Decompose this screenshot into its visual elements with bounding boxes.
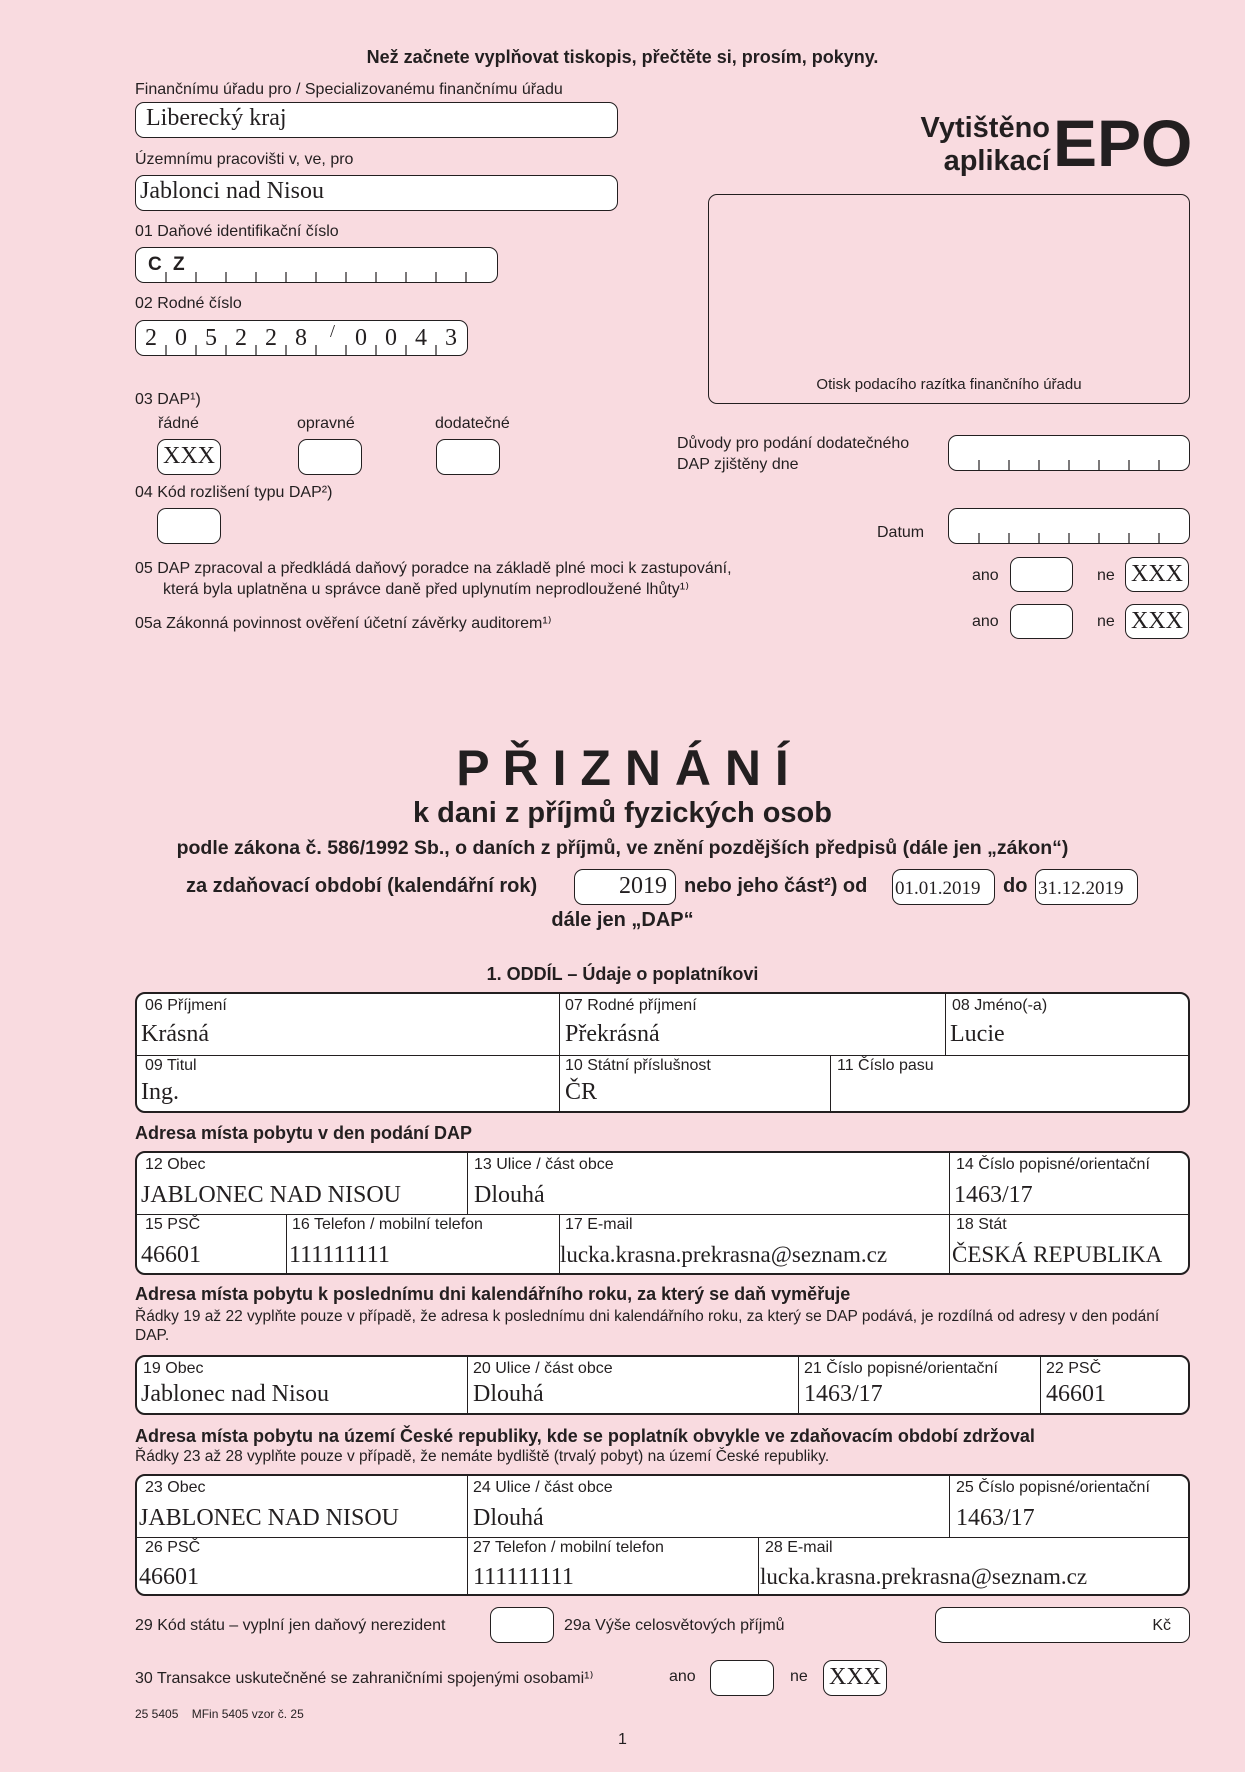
rc-digit: 0 xyxy=(175,325,187,351)
f25-label: 25 Číslo popisné/orientační xyxy=(956,1479,1150,1496)
page-number: 1 xyxy=(618,1731,627,1748)
sub-title: k dani z příjmů fyzických osob xyxy=(413,797,832,829)
addr1-street-field[interactable]: Dlouhá xyxy=(474,1182,545,1208)
f03-label: 03 DAP¹) xyxy=(135,391,201,408)
epo-line2: aplikací xyxy=(943,145,1050,177)
datum-field[interactable] xyxy=(948,508,1190,544)
dic-field[interactable] xyxy=(135,247,498,283)
addr3-city-field[interactable]: JABLONEC NAD NISOU xyxy=(139,1505,400,1531)
office-label: Finančnímu úřadu pro / Specializovanému finančnímu úřadu xyxy=(135,81,563,98)
addr1-email-field[interactable]: lucka.krasna.prekrasna@seznam.cz xyxy=(560,1242,888,1267)
addr2-zip-field[interactable]: 46601 xyxy=(1046,1381,1106,1407)
from-date-field[interactable] xyxy=(892,869,995,905)
f01-label: 01 Daňové identifikační číslo xyxy=(135,223,339,240)
f13-label: 13 Ulice / část obce xyxy=(474,1156,614,1173)
part-label: nebo jeho část²) od xyxy=(684,875,868,897)
title-field[interactable]: Ing. xyxy=(141,1079,179,1105)
dap-label: dále jen „DAP“ xyxy=(551,909,694,931)
f30-ne-label: ne xyxy=(790,1668,808,1685)
f05a-ano-label: ano xyxy=(972,613,999,630)
rc-digit: 4 xyxy=(415,325,427,351)
main-title: P Ř I Z N Á N Í xyxy=(456,740,789,796)
f04-field[interactable] xyxy=(157,508,221,544)
rc-digit: 3 xyxy=(445,325,457,351)
f08-label: 08 Jméno(-a) xyxy=(952,997,1048,1014)
to-label: do xyxy=(1003,875,1028,897)
birth-number-field[interactable] xyxy=(135,320,468,356)
from-date-value: 01.01.2019 xyxy=(895,878,981,899)
addr2-city-field[interactable]: Jablonec nad Nisou xyxy=(141,1381,329,1407)
addr1-table xyxy=(135,1151,1190,1275)
duvody-line1: Důvody pro podání dodatečného xyxy=(677,435,910,452)
addr2-street-field[interactable]: Dlouhá xyxy=(473,1381,544,1407)
surname-field[interactable]: Krásná xyxy=(141,1021,209,1047)
f26-label: 26 PSČ xyxy=(145,1539,201,1556)
f05-line1: 05 DAP zpracoval a předkládá daňový poradce na základě plné moci k zastupování, xyxy=(135,560,732,577)
epo-label xyxy=(905,112,1050,178)
addr3-note: Řádky 23 až 28 vyplňte pouze v případě, že nemáte bydliště (trvalý pobyt) na území České republiky. xyxy=(135,1448,830,1465)
duvody-ticks xyxy=(949,460,1191,470)
stamp-area xyxy=(708,194,1190,404)
addr1-phone-field[interactable]: 111111111 xyxy=(289,1242,390,1268)
f12-label: 12 Obec xyxy=(145,1156,206,1173)
rc-digit: 0 xyxy=(355,325,367,351)
worldwide-income-field[interactable] xyxy=(935,1607,1190,1643)
form-code: 25 5405 MFin 5405 vzor č. 25 xyxy=(135,1707,304,1721)
f05-ano-checkbox[interactable] xyxy=(1010,557,1073,592)
year-field[interactable] xyxy=(574,869,676,905)
rc-digit: 2 xyxy=(235,325,247,351)
branch-label: Územnímu pracovišti v, ve, pro xyxy=(135,151,354,168)
datum-ticks xyxy=(949,533,1191,543)
first-name-field[interactable]: Lucie xyxy=(950,1021,1005,1047)
f05a-label: 05a Zákonná povinnost ověření účetní závěrky auditorem¹⁾ xyxy=(135,615,552,632)
addr2-note: Řádky 19 až 22 vyplňte pouze v případě, že adresa k poslednímu dni kalendářního roku, za který se DAP podává, je rozdílná od adresy v den podání DAP. xyxy=(135,1308,1160,1344)
f24-label: 24 Ulice / část obce xyxy=(473,1479,613,1496)
f18-label: 18 Stát xyxy=(956,1216,1007,1233)
f05a-ne-checkbox[interactable] xyxy=(1125,604,1189,639)
branch-field[interactable] xyxy=(135,175,618,211)
f29-label: 29 Kód státu – vyplní jen daňový nerezident xyxy=(135,1617,446,1634)
f16-label: 16 Telefon / mobilní telefon xyxy=(292,1216,483,1233)
f11-label: 11 Číslo pasu xyxy=(837,1057,934,1074)
f20-label: 20 Ulice / část obce xyxy=(473,1360,613,1377)
f05-ano-label: ano xyxy=(972,567,999,584)
addr3-number-field[interactable]: 1463/17 xyxy=(956,1505,1035,1531)
f10-label: 10 Státní příslušnost xyxy=(565,1057,711,1074)
f02-label: 02 Rodné číslo xyxy=(135,295,242,312)
addr3-table xyxy=(135,1474,1190,1596)
year-value: 2019 xyxy=(619,873,667,899)
addr2-table xyxy=(135,1355,1190,1415)
opravne-checkbox[interactable] xyxy=(298,439,362,475)
f17-label: 17 E-mail xyxy=(565,1216,633,1233)
f05a-ano-checkbox[interactable] xyxy=(1010,604,1073,639)
dic-prefix: C Z xyxy=(148,254,188,275)
f05-ne-mark: XXX xyxy=(1131,561,1183,587)
f22-label: 22 PSČ xyxy=(1046,1360,1102,1377)
stamp-caption: Otisk podacího razítka finančního úřadu xyxy=(816,376,1082,393)
f05-ne-label: ne xyxy=(1097,567,1115,584)
office-value: Liberecký kraj xyxy=(146,105,287,131)
f05-line2: která byla uplatněna u správce daně před uplynutím neprodloužené lhůty¹⁾ xyxy=(163,581,690,598)
duvody-date-field[interactable] xyxy=(948,435,1190,471)
f15-label: 15 PSČ xyxy=(145,1216,201,1233)
f30-ne-mark: XXX xyxy=(829,1664,881,1690)
rc-digit: 8 xyxy=(295,325,307,351)
dodatecne-checkbox[interactable] xyxy=(436,439,500,475)
addr1-zip-field[interactable]: 46601 xyxy=(141,1242,201,1268)
rc-separator: / xyxy=(330,321,336,341)
f05a-ne-label: ne xyxy=(1097,613,1115,630)
law-line: podle zákona č. 586/1992 Sb., o daních z příjmů, ve znění pozdějších předpisů (dále jen „zákon“) xyxy=(176,837,1069,859)
f30-label: 30 Transakce uskutečněné se zahraničními spojenými osobami¹⁾ xyxy=(135,1670,594,1687)
to-date-value: 31.12.2019 xyxy=(1038,878,1124,899)
office-field[interactable] xyxy=(135,102,618,138)
branch-value: Jablonci nad Nisou xyxy=(140,178,324,204)
f29a-label: 29a Výše celosvětových příjmů xyxy=(564,1617,785,1634)
f27-label: 27 Telefon / mobilní telefon xyxy=(473,1539,664,1556)
top-notice: Než začnete vyplňovat tiskopis, přečtěte si, prosím, pokyny. xyxy=(366,47,879,67)
f19-label: 19 Obec xyxy=(143,1360,204,1377)
f05-ne-checkbox[interactable] xyxy=(1125,557,1189,592)
radne-checkbox[interactable] xyxy=(157,439,221,475)
f30-ano-checkbox[interactable] xyxy=(710,1660,774,1696)
f09-label: 09 Titul xyxy=(145,1057,197,1074)
addr3-zip-field[interactable]: 46601 xyxy=(139,1564,199,1590)
duvody-line2: DAP zjištěny dne xyxy=(677,456,799,473)
rc-digit: 5 xyxy=(205,325,217,351)
radne-mark: XXX xyxy=(163,443,215,469)
passport-field[interactable] xyxy=(837,1079,1137,1107)
f04-label: 04 Kód rozlišení typu DAP²) xyxy=(135,484,333,501)
f14-label: 14 Číslo popisné/orientační xyxy=(956,1156,1150,1173)
opravne-label: opravné xyxy=(297,415,355,432)
addr1-country-field[interactable]: ČESKÁ REPUBLIKA xyxy=(952,1242,1163,1267)
section1-heading: 1. ODDÍL – Údaje o poplatníkovi xyxy=(486,964,759,984)
addr2-heading: Adresa místa pobytu k poslednímu dni kalendářního roku, za který se daň vyměřuje xyxy=(135,1284,851,1304)
addr1-heading: Adresa místa pobytu v den podání DAP xyxy=(135,1123,473,1143)
currency-label: Kč xyxy=(1152,1617,1171,1634)
period-label: za zdaňovací období (kalendářní rok) xyxy=(186,875,538,897)
f30-ano-label: ano xyxy=(669,1668,696,1685)
addr1-city-field[interactable]: JABLONEC NAD NISOU xyxy=(141,1182,402,1208)
dodatecne-label: dodatečné xyxy=(435,415,510,432)
rc-digit: 0 xyxy=(385,325,397,351)
f30-ne-checkbox[interactable] xyxy=(823,1660,887,1696)
addr3-phone-field[interactable]: 111111111 xyxy=(473,1564,574,1590)
addr3-street-field[interactable]: Dlouhá xyxy=(473,1505,544,1531)
citizenship-field[interactable]: ČR xyxy=(565,1079,598,1105)
birth-surname-field[interactable]: Překrásná xyxy=(565,1021,660,1047)
addr2-number-field[interactable]: 1463/17 xyxy=(804,1381,883,1407)
rc-digit: 2 xyxy=(265,325,277,351)
addr1-number-field[interactable]: 1463/17 xyxy=(954,1182,1033,1208)
f07-label: 07 Rodné příjmení xyxy=(565,997,697,1014)
rc-digit: 2 xyxy=(145,325,157,351)
addr3-email-field[interactable]: lucka.krasna.prekrasna@seznam.cz xyxy=(760,1564,1088,1589)
country-code-field[interactable] xyxy=(490,1607,554,1643)
rc-ticks xyxy=(136,345,469,355)
f23-label: 23 Obec xyxy=(145,1479,206,1496)
epo-brand: EPO xyxy=(1053,106,1193,180)
duvody-label xyxy=(677,433,909,475)
section1-table xyxy=(135,992,1190,1113)
dic-ticks xyxy=(136,272,499,282)
radne-label: řádné xyxy=(158,415,199,432)
epo-line1: Vytištěno xyxy=(920,112,1050,144)
f28-label: 28 E-mail xyxy=(765,1539,833,1556)
f06-label: 06 Příjmení xyxy=(145,997,227,1014)
f05-label xyxy=(135,558,732,600)
f21-label: 21 Číslo popisné/orientační xyxy=(804,1360,998,1377)
f05a-ne-mark: XXX xyxy=(1131,608,1183,634)
datum-label: Datum xyxy=(877,524,925,541)
addr3-heading: Adresa místa pobytu na území České republiky, kde se poplatník obvykle ve zdaňovacím období zdržoval xyxy=(135,1426,1035,1446)
to-date-field[interactable] xyxy=(1035,869,1138,905)
